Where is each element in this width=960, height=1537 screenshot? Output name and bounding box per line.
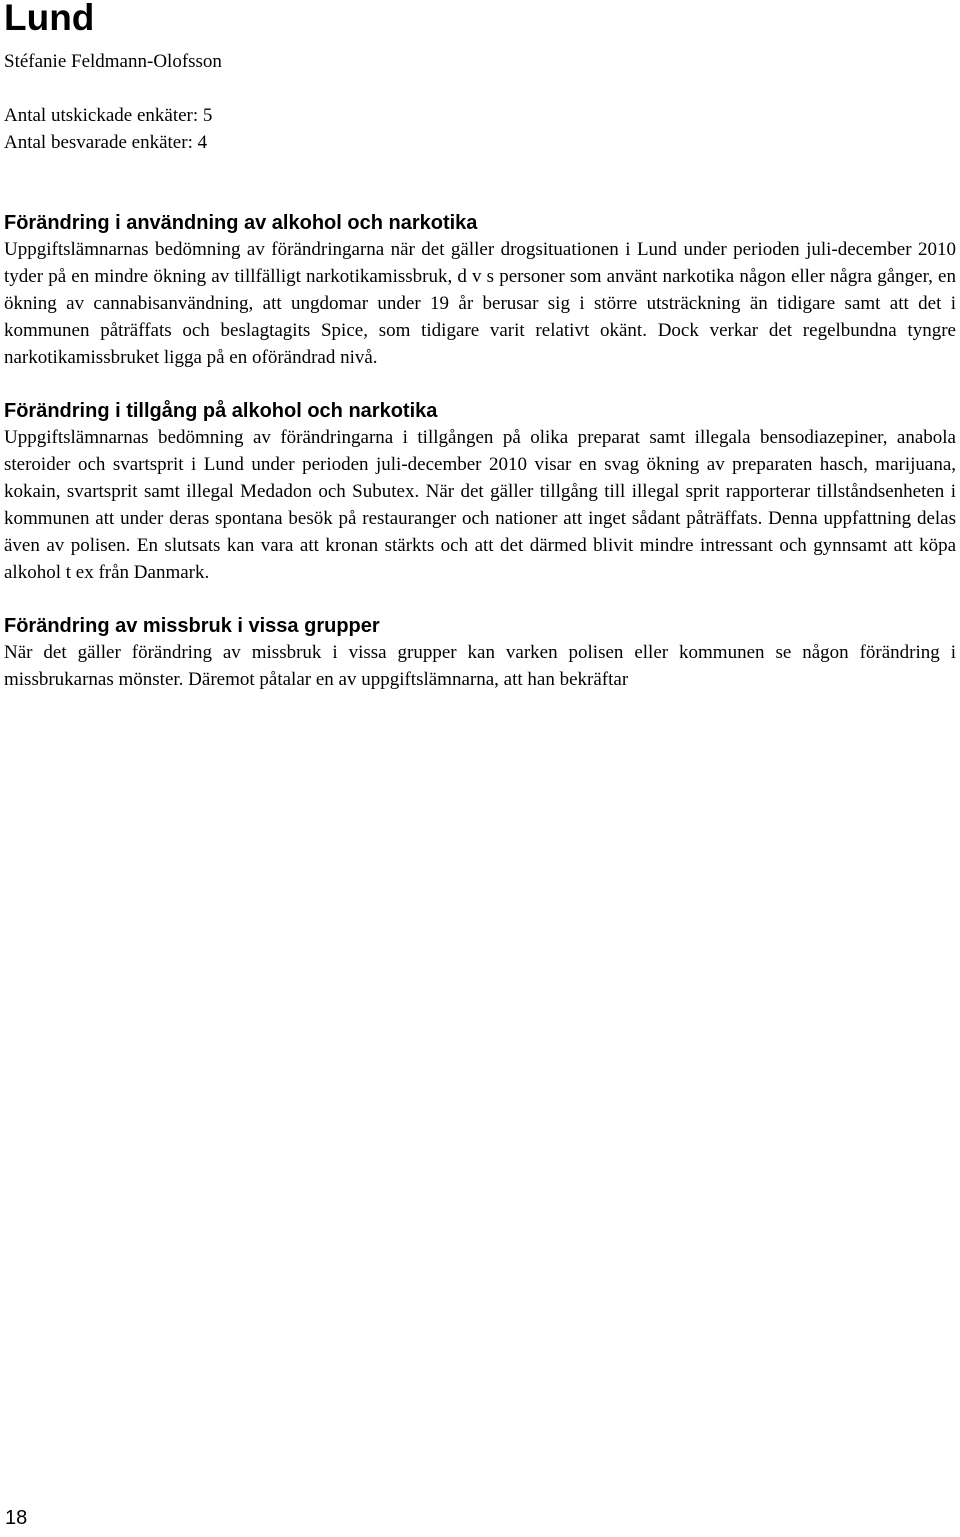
- section-heading: Förändring i användning av alkohol och narkotika: [4, 212, 478, 234]
- section-usage-change: [4, 210, 956, 371]
- spacer: [4, 156, 956, 183]
- page-number: 18: [5, 1507, 28, 1529]
- section-availability-change: [4, 398, 956, 586]
- section-body: När det gäller förändring av missbruk i vissa grupper kan varken polisen eller kommunen se någon förändring i missbrukarnas mönster. Däremot påtalar en av uppgiftslämnarna, att han bekräftar: [4, 642, 956, 690]
- section-heading: Förändring i tillgång på alkohol och narkotika: [4, 400, 438, 422]
- document-page: [4, 0, 956, 693]
- surveys-sent: Antal utskickade enkäter: 5: [4, 105, 213, 126]
- section-group-abuse-change: [4, 613, 956, 693]
- section-body: Uppgiftslämnarnas bedömning av förändringarna när det gäller drogsituationen i Lund under perioden juli-december 2010 tyder på en mindre ökning av tillfälligt narkotikamissbruk, d v s personer som använt narkotika någon eller några gånger, en ökning av cannabisanvändning, att ungdomar under 19 år berusar sig i större utsträckning än tidigare samt att det i kommunen påträffats och beslagtagits Spice, som tidigare varit relativt okänt. Dock verkar det regelbundna tyngre narkotikamissbruket ligga på en oförändrad nivå.: [4, 239, 956, 368]
- survey-meta: [4, 102, 956, 156]
- section-heading: Förändring av missbruk i vissa grupper: [4, 615, 380, 637]
- section-body: Uppgiftslämnarnas bedömning av förändringarna i tillgången på olika preparat samt illegala bensodiazepiner, anabola steroider och svartsprit i Lund under perioden juli-december 2010 visar en svag ökning av preparaten hasch, marijuana, kokain, svartsprit samt illegal Medadon och Subutex. När det gäller tillgång till illegal sprit rapporterar tillståndsenheten i kommunen att under deras spontana besök på restauranger och nationer att inget sådant påträffats. Denna uppfattning delas även av polisen. En slutsats kan vara att kronan stärkts och att det därmed blivit mindre intressant och gynnsamt att köpa alkohol t ex från Danmark.: [4, 427, 956, 583]
- page-title: Lund: [4, 0, 95, 38]
- author-name: Stéfanie Feldmann-Olofsson: [4, 51, 222, 72]
- surveys-answered: Antal besvarade enkäter: 4: [4, 132, 208, 153]
